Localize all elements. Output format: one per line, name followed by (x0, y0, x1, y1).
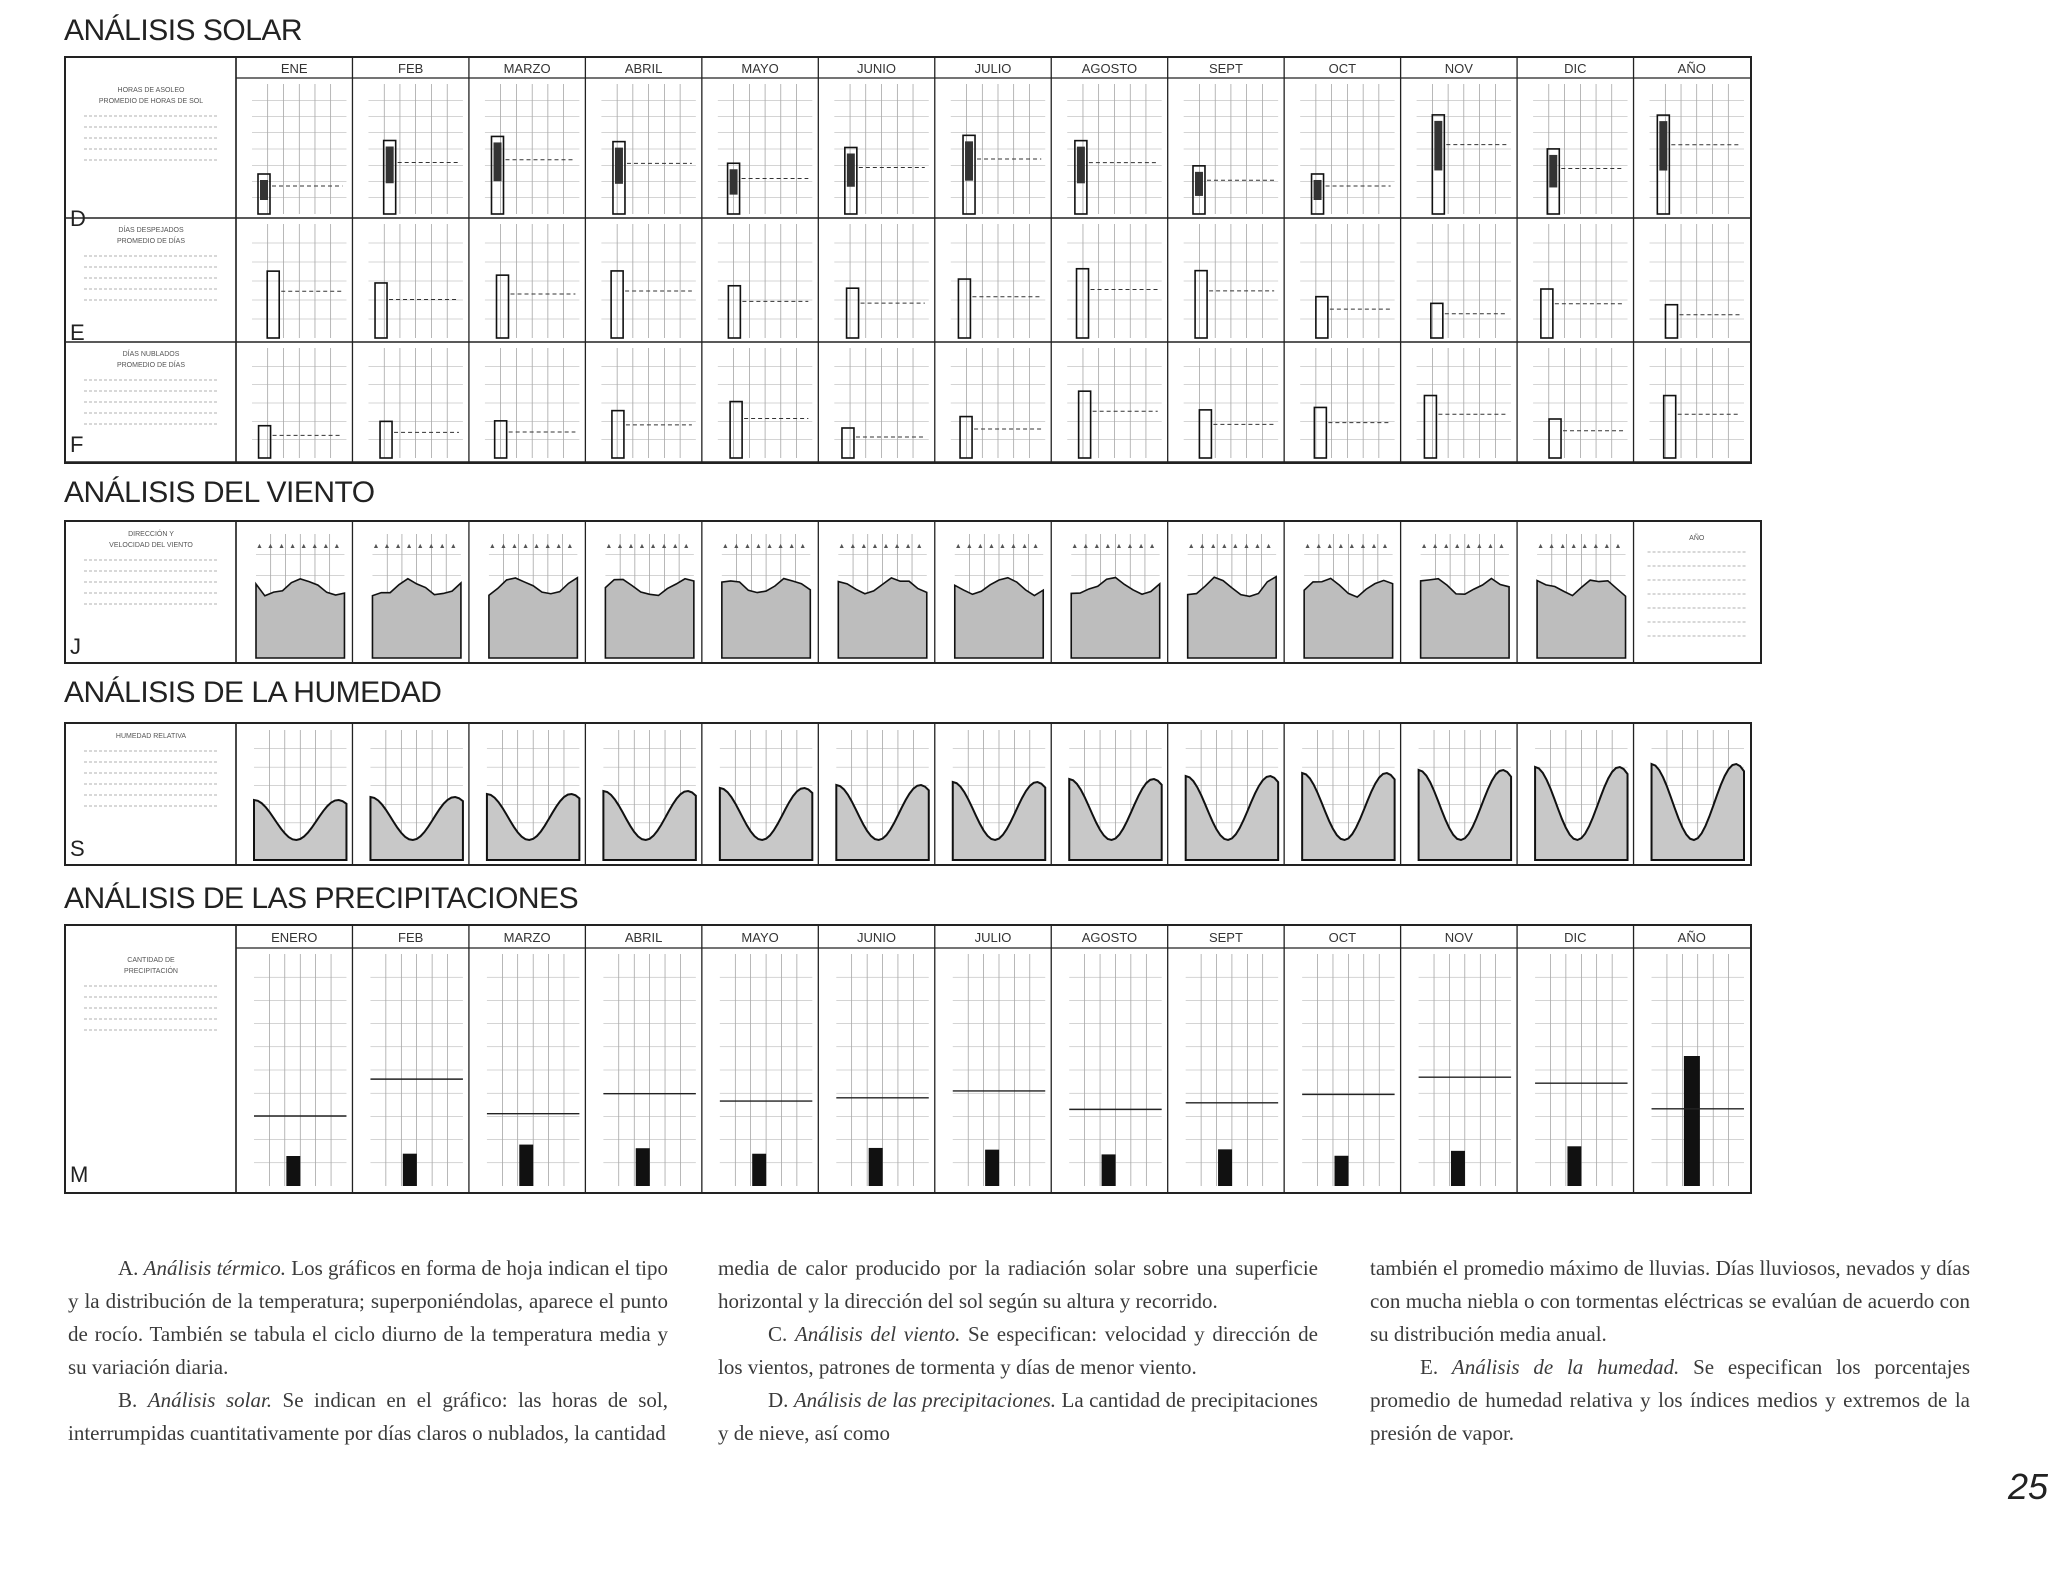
wind-profile (838, 578, 926, 658)
svg-text:▲: ▲ (522, 543, 530, 550)
svg-text:▲: ▲ (976, 543, 984, 550)
svg-text:▲: ▲ (838, 543, 846, 550)
svg-text:▲: ▲ (533, 543, 541, 550)
precip-bar (1684, 1056, 1700, 1186)
precip-bar (1102, 1154, 1116, 1186)
solar-bar (958, 279, 970, 338)
paragraph-b-cont: media de calor producido por la radiación solar sobre una superficie horizontal y la dirección del sol según su altura y recorrido. (718, 1256, 1318, 1313)
month-header: AÑO (1677, 930, 1706, 945)
section-title-solar: ANÁLISIS SOLAR (64, 14, 303, 47)
svg-text:▲: ▲ (394, 543, 402, 550)
svg-text:▲: ▲ (671, 543, 679, 550)
row-label-direccion-viento (84, 529, 218, 604)
solar-chart-svg (66, 58, 1750, 462)
row-label-humedad-relativa (84, 733, 218, 806)
svg-text:▲: ▲ (499, 543, 507, 550)
precipitation-chart-svg (66, 926, 1750, 1192)
svg-text:▲: ▲ (1326, 543, 1334, 550)
svg-text:▲: ▲ (267, 543, 274, 550)
svg-text:▲: ▲ (616, 543, 624, 550)
month-header: DIC (1564, 61, 1587, 76)
svg-text:▲: ▲ (1242, 543, 1250, 550)
row-letter-d: D (70, 206, 86, 231)
svg-text:▲: ▲ (1187, 543, 1195, 550)
svg-text:▲: ▲ (904, 543, 912, 550)
svg-text:HORAS DE ASOLEO: HORAS DE ASOLEO (117, 87, 185, 94)
svg-text:▲: ▲ (849, 543, 857, 550)
text-column-1 (68, 1252, 668, 1450)
solar-bar (1549, 419, 1561, 458)
svg-text:▲: ▲ (799, 543, 807, 550)
month-header: MARZO (503, 61, 551, 76)
svg-text:▲: ▲ (278, 543, 286, 550)
month-header: FEB (398, 61, 424, 76)
month-header: SEPT (1208, 61, 1243, 76)
svg-text:▲: ▲ (333, 543, 341, 550)
month-header: DIC (1564, 930, 1587, 945)
svg-text:▲: ▲ (743, 543, 751, 550)
svg-text:▲: ▲ (755, 543, 762, 550)
precipitation-analysis-chart (64, 924, 1752, 1194)
svg-text:▲: ▲ (1537, 543, 1545, 550)
solar-bar (375, 283, 387, 338)
svg-text:▲: ▲ (488, 543, 496, 550)
month-header: ENERO (271, 930, 318, 945)
month-header: SEPT (1208, 930, 1243, 945)
svg-text:▲: ▲ (1148, 543, 1156, 550)
precip-bar (636, 1148, 650, 1186)
solar-bar (1079, 391, 1091, 458)
svg-text:▲: ▲ (1548, 543, 1556, 550)
svg-text:▲: ▲ (954, 543, 962, 550)
svg-text:▲: ▲ (682, 543, 690, 550)
row-label-dias-nublados (84, 349, 218, 424)
precip-bar (403, 1154, 417, 1186)
svg-text:▲: ▲ (300, 543, 308, 550)
svg-text:▲: ▲ (1337, 543, 1345, 550)
svg-text:▲: ▲ (871, 543, 879, 550)
precip-bar (1567, 1146, 1581, 1186)
precip-bar (1335, 1156, 1349, 1186)
month-header: ABRIL (624, 61, 663, 76)
row-label-dias-despejados (84, 225, 218, 300)
svg-text:▲: ▲ (1381, 543, 1389, 550)
solar-bar (1665, 305, 1677, 338)
svg-text:▲: ▲ (1126, 543, 1134, 550)
svg-text:▲: ▲ (544, 543, 552, 550)
precip-bar (752, 1154, 766, 1186)
svg-text:▲: ▲ (1021, 543, 1029, 550)
precip-bar (1451, 1151, 1465, 1186)
svg-text:PROMEDIO DE HORAS DE SOL: PROMEDIO DE HORAS DE SOL (98, 98, 204, 105)
section-title-wind: ANÁLISIS DEL VIENTO (64, 476, 375, 509)
svg-text:▲: ▲ (449, 543, 457, 550)
svg-text:DÍAS NUBLADOS: DÍAS NUBLADOS (122, 351, 180, 358)
svg-text:▲: ▲ (555, 543, 563, 550)
svg-text:▲: ▲ (1348, 543, 1356, 550)
month-header: MARZO (503, 930, 551, 945)
wind-profile (256, 579, 344, 658)
svg-text:▲: ▲ (915, 543, 923, 550)
solar-analysis-chart (64, 56, 1752, 464)
svg-text:HUMEDAD RELATIVA: HUMEDAD RELATIVA (115, 733, 187, 740)
paragraph-e: E. Análisis de la humedad. Se especifican los porcentajes promedio de humedad relativa y los índices medios y extremos de la presión de vapor. (1370, 1355, 1970, 1445)
svg-text:▲: ▲ (322, 543, 330, 550)
heading-analisis-solar: Análisis solar. (147, 1388, 273, 1412)
heading-analisis-viento: Análisis del viento. (794, 1322, 961, 1346)
svg-text:▲: ▲ (1220, 543, 1228, 550)
svg-text:▲: ▲ (1581, 543, 1589, 550)
month-header: AGOSTO (1081, 61, 1138, 76)
wind-profile (1188, 577, 1276, 658)
svg-text:▲: ▲ (882, 543, 890, 550)
svg-text:▲: ▲ (1603, 543, 1611, 550)
month-header: JULIO (974, 61, 1012, 76)
svg-text:▲: ▲ (1115, 543, 1123, 550)
solar-bar (259, 426, 271, 458)
solar-bar (728, 286, 740, 338)
svg-text:VELOCIDAD DEL VIENTO: VELOCIDAD DEL VIENTO (109, 542, 193, 549)
svg-text:▲: ▲ (1498, 543, 1505, 550)
paragraph-d-cont: también el promedio máximo de lluvias. Días lluviosos, nevados y días con mucha niebla o con tormentas eléctricas se evalúan de acuerdo con su distribución media anual. (1370, 1256, 1970, 1346)
svg-text:▲: ▲ (1231, 543, 1239, 550)
svg-text:▲: ▲ (1104, 543, 1112, 550)
svg-text:▲: ▲ (1010, 543, 1017, 550)
solar-bar (1541, 289, 1553, 338)
solar-bar (1077, 269, 1089, 338)
svg-text:▲: ▲ (732, 543, 740, 550)
svg-text:▲: ▲ (1431, 543, 1439, 550)
svg-text:▲: ▲ (566, 543, 574, 550)
svg-text:▲: ▲ (638, 543, 646, 550)
svg-text:▲: ▲ (1370, 543, 1378, 550)
svg-text:▲: ▲ (511, 543, 518, 550)
svg-text:▲: ▲ (1420, 543, 1428, 550)
row-letter-m: M (70, 1162, 89, 1187)
section-title-precip: ANÁLISIS DE LAS PRECIPITACIONES (64, 882, 579, 915)
paragraph-b: B. Análisis solar. Se indican en el gráfico: las horas de sol, interrumpidas cuantitativamente por días claros o nublados, la cantidad (68, 1388, 668, 1445)
solar-bar (1424, 396, 1436, 458)
precip-bar (869, 1148, 883, 1186)
svg-text:▲: ▲ (999, 543, 1006, 550)
row-label-horas-asoleo (84, 87, 218, 160)
svg-text:▲: ▲ (766, 543, 774, 550)
svg-text:▲: ▲ (1032, 543, 1040, 550)
month-header: ABRIL (624, 930, 663, 945)
solar-bar (730, 402, 742, 458)
solar-bar (960, 417, 972, 458)
svg-text:▲: ▲ (627, 543, 635, 550)
svg-text:▲: ▲ (649, 543, 657, 550)
svg-text:▲: ▲ (1475, 543, 1483, 550)
precip-bar (286, 1156, 300, 1186)
wind-profile (1071, 578, 1159, 658)
svg-text:▲: ▲ (1559, 543, 1567, 550)
svg-text:▲: ▲ (1614, 543, 1622, 550)
svg-text:▲: ▲ (1071, 543, 1079, 550)
month-header: AGOSTO (1081, 930, 1138, 945)
svg-text:DIRECCIÓN Y: DIRECCIÓN Y (128, 531, 174, 538)
row-letter-s: S (70, 836, 85, 861)
svg-text:▲: ▲ (311, 543, 319, 550)
svg-text:▲: ▲ (405, 543, 413, 550)
solar-bar (497, 275, 509, 338)
month-header: NOV (1444, 61, 1473, 76)
svg-text:▲: ▲ (427, 543, 435, 550)
row-letter-e: E (70, 320, 85, 345)
wind-profile (372, 579, 460, 658)
svg-text:PROMEDIO DE DÍAS: PROMEDIO DE DÍAS (116, 238, 186, 245)
svg-text:▲: ▲ (372, 543, 380, 550)
svg-text:▲: ▲ (721, 543, 729, 550)
svg-text:▲: ▲ (660, 543, 668, 550)
svg-text:▲: ▲ (289, 543, 297, 550)
svg-text:▲: ▲ (438, 543, 446, 550)
row-letter-f: F (70, 432, 84, 457)
svg-text:▲: ▲ (1359, 543, 1367, 550)
svg-text:▲: ▲ (416, 543, 424, 550)
svg-text:PROMEDIO DE DÍAS: PROMEDIO DE DÍAS (116, 362, 186, 369)
month-header: AÑO (1677, 61, 1706, 76)
month-header: ENE (280, 61, 308, 76)
month-header: MAYO (741, 61, 779, 76)
precip-bar (519, 1145, 533, 1186)
heading-analisis-humedad: Análisis de la humedad. (1451, 1355, 1680, 1379)
wind-profile (1537, 580, 1625, 658)
solar-bar (1195, 271, 1207, 338)
section-title-humidity: ANÁLISIS DE LA HUMEDAD (64, 676, 442, 709)
svg-text:▲: ▲ (1592, 543, 1600, 550)
svg-text:▲: ▲ (965, 543, 973, 550)
svg-text:▲: ▲ (1198, 543, 1206, 550)
solar-bar (612, 411, 624, 458)
wind-profile (722, 579, 810, 658)
svg-text:▲: ▲ (1442, 543, 1450, 550)
paragraph-d: D. Análisis de las precipitaciones. La cantidad de precipitaciones y de nieve, así como (718, 1388, 1318, 1445)
svg-text:▲: ▲ (788, 543, 796, 550)
svg-text:▲: ▲ (1464, 543, 1472, 550)
row-letter-j: J (70, 634, 81, 659)
solar-bar (842, 428, 854, 458)
wind-chart-svg (66, 522, 1760, 662)
page-number: 25 (2007, 1466, 2048, 1507)
svg-text:CANTIDAD DE: CANTIDAD DE (127, 957, 175, 964)
month-header: OCT (1328, 930, 1357, 945)
svg-text:▲: ▲ (1453, 543, 1461, 550)
svg-text:▲: ▲ (1304, 543, 1312, 550)
month-header: MAYO (741, 930, 779, 945)
precip-bar (1218, 1149, 1232, 1186)
svg-text:▲: ▲ (987, 543, 995, 550)
month-header: JULIO (974, 930, 1012, 945)
solar-bar (847, 288, 859, 338)
svg-text:▲: ▲ (1265, 543, 1273, 550)
month-header: FEB (398, 930, 424, 945)
precip-bar (985, 1150, 999, 1186)
solar-bar (1199, 410, 1211, 458)
humidity-analysis-chart (64, 722, 1752, 866)
solar-bar (1316, 297, 1328, 338)
wind-profile (955, 578, 1043, 658)
svg-text:▲: ▲ (605, 543, 613, 550)
text-column-3 (1370, 1252, 1970, 1450)
month-header: JUNIO (857, 930, 897, 945)
svg-text:▲: ▲ (1570, 543, 1578, 550)
svg-text:▲: ▲ (256, 543, 263, 550)
svg-text:▲: ▲ (1082, 543, 1090, 550)
svg-text:▲: ▲ (1486, 543, 1494, 550)
svg-text:▲: ▲ (860, 543, 868, 550)
svg-text:DÍAS DESPEJADOS: DÍAS DESPEJADOS (118, 227, 184, 234)
paragraph-c: C. Análisis del viento. Se especifican: velocidad y dirección de los vientos, patrones de tormenta y días de menor viento. (718, 1322, 1318, 1379)
month-header: OCT (1328, 61, 1357, 76)
month-header: NOV (1444, 930, 1473, 945)
wind-profile (489, 578, 577, 658)
svg-text:▲: ▲ (893, 543, 901, 550)
row-label-cantidad-precipitacion (84, 957, 218, 1030)
svg-text:▲: ▲ (1137, 543, 1145, 550)
paragraph-a: A. Análisis térmico. Los gráficos en forma de hoja indican el tipo y la distribución de la temperatura; superponiéndolas, aparece el punto de rocío. También se tabula el ciclo diurno de la temperatura media y su variación diaria. (68, 1256, 668, 1379)
svg-text:PRECIPITACIÓN: PRECIPITACIÓN (124, 968, 178, 975)
text-column-2 (718, 1252, 1318, 1450)
heading-analisis-termico: Análisis térmico. (143, 1256, 286, 1280)
svg-text:▲: ▲ (777, 543, 785, 550)
heading-analisis-precipitaciones: Análisis de las precipitaciones. (793, 1388, 1057, 1412)
month-header: JUNIO (857, 61, 897, 76)
svg-text:▲: ▲ (1254, 543, 1261, 550)
svg-text:▲: ▲ (1209, 543, 1217, 550)
wind-legend-title: AÑO (1689, 535, 1705, 542)
svg-text:▲: ▲ (1315, 543, 1323, 550)
wind-analysis-chart (64, 520, 1762, 664)
svg-text:▲: ▲ (1093, 543, 1101, 550)
svg-text:▲: ▲ (383, 543, 391, 550)
humidity-chart-svg (66, 724, 1750, 864)
